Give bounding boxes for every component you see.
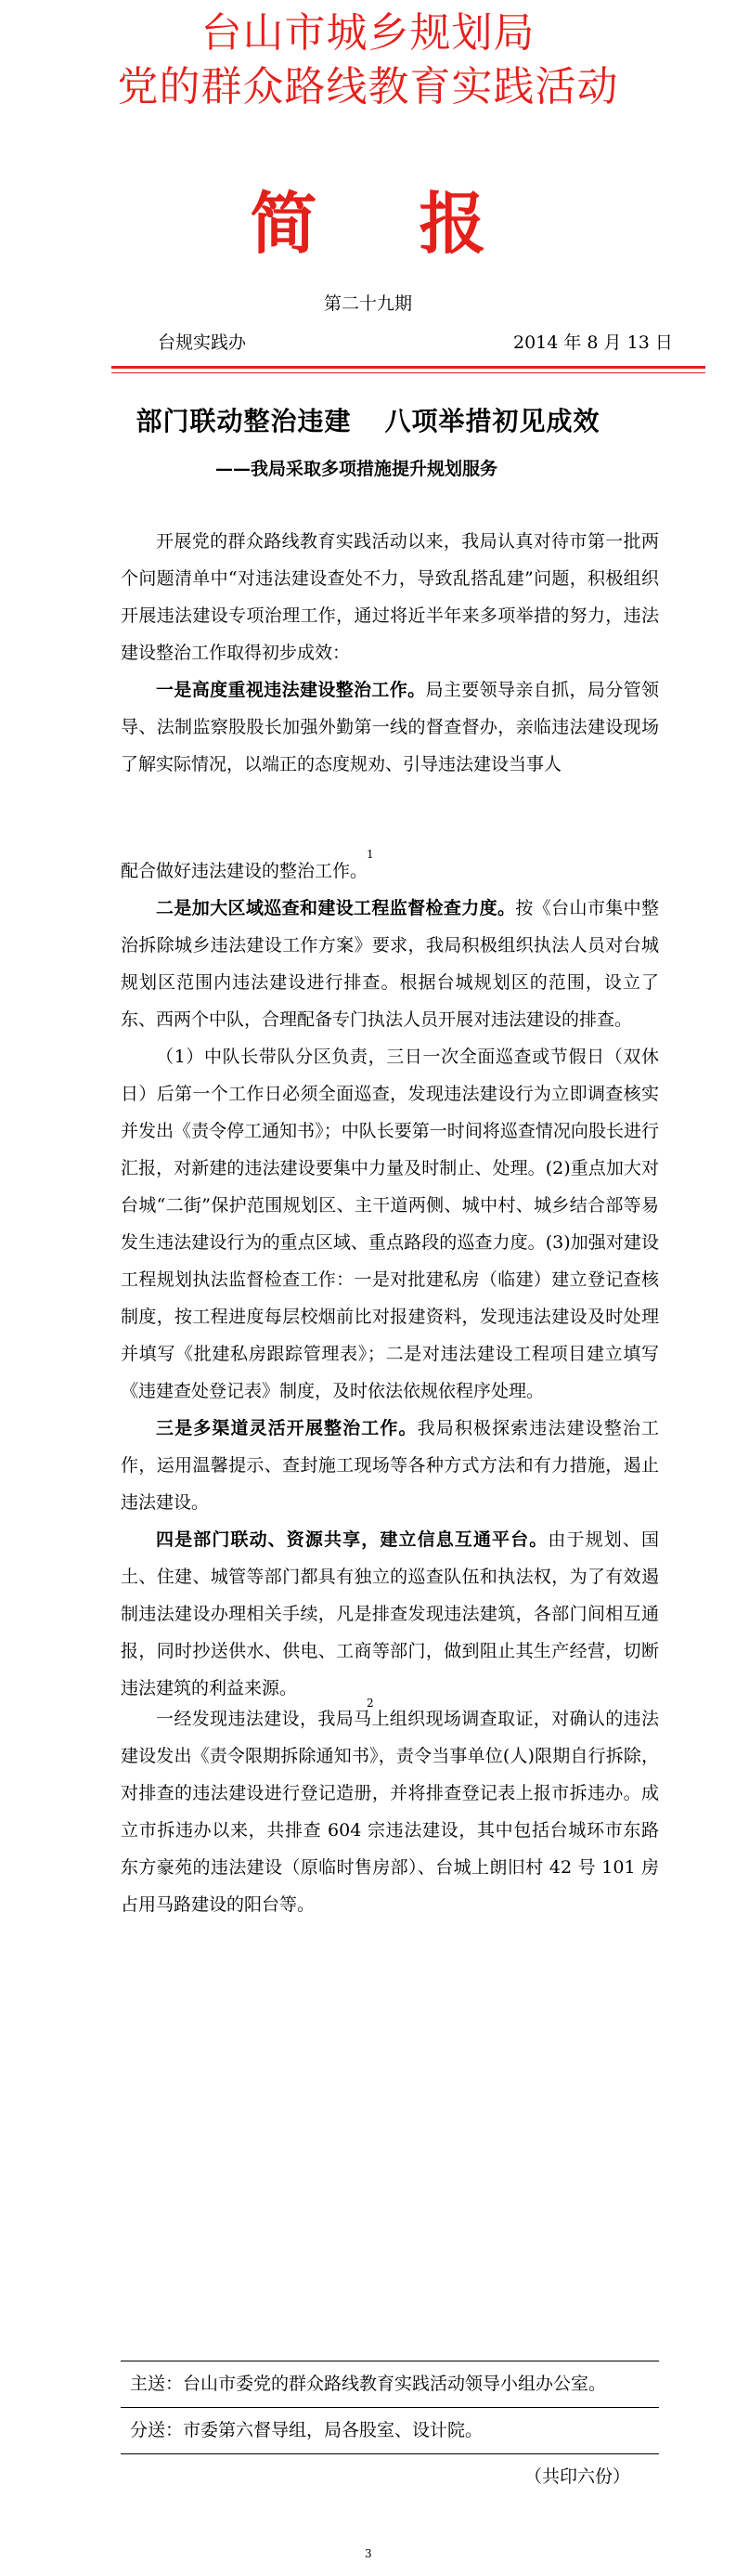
article-title bbox=[0, 401, 736, 438]
brief-title bbox=[0, 182, 736, 266]
article-title-part1: 部门联动整治违建 bbox=[136, 406, 352, 436]
paragraph-point-2 bbox=[121, 890, 659, 1038]
point-2-lead: 二是加大区域巡查和建设工程监督检查力度。 bbox=[156, 898, 516, 918]
header-divider-thin bbox=[111, 372, 705, 373]
copy-recipients: 分送：市委第六督导组，局各股室、设计院。 bbox=[130, 2420, 484, 2440]
article-subtitle: ——我局采取多项措施提升规划服务 bbox=[215, 459, 498, 479]
point-2-body: 按《台山市集中整治拆除城乡违法建设工作方案》要求，我局积极组织执法人员对台城规划区范围内违法建设进行排查。根据台城规划区的范围，设立了东、西两个中队，合理配备专门执法人员开展对违法建设的排查。 bbox=[121, 898, 659, 1030]
paragraph-point-1-continued: 配合做好违法建设的整治工作。 bbox=[121, 861, 368, 881]
page-number: 3 bbox=[365, 2547, 372, 2560]
article-body-block-3 bbox=[121, 1700, 659, 1923]
article-title-part2: 八项举措初见成效 bbox=[384, 406, 600, 436]
point-4-lead: 四是部门联动、资源共享，建立信息互通平台。 bbox=[156, 1529, 549, 1550]
paragraph-point-1 bbox=[121, 671, 659, 783]
point-3-body: 我局积极探索违法建设整治工作，运用温馨提示、查封施工现场等各种方式方法和有力措施，遏止违法建设。 bbox=[121, 1418, 659, 1513]
issuing-office: 台规实践办 bbox=[158, 332, 247, 353]
point-1-body: 局主要领导亲自抓，局分管领导、法制监察股股长加强外勤第一线的督查督办，亲临违法建设现场了解实际情况，以端正的态度规劝、引导违法建设当事人 bbox=[121, 680, 659, 774]
paragraph-point-4 bbox=[121, 1521, 659, 1707]
header-divider-thick bbox=[111, 366, 705, 369]
paragraph-point-3 bbox=[121, 1410, 659, 1521]
footer-divider-bottom bbox=[121, 2453, 659, 2454]
copies-count: （共印六份） bbox=[524, 2466, 631, 2487]
paragraph-point-2-details: （1）中队长带队分区负责，三日一次全面巡查或节假日（双休日）后第一个工作日必须全面巡查，发现违法建设行为立即调查核实并发出《责令停工通知书》；中队长要第一时间将巡查情况向股长进行汇报，对新建的违法建设要集中力量及时制止、处理。(2)重点加大对台城“二街”保护范围规划区、主干道两侧、城中村、城乡结合部等易发生违法建设行为的重点区域、重点路段的巡查力度。(3)加强对建设工程规划执法监督检查工作：一是对批建私房（临建）建立登记查核制度，按工程进度每层校烟前比对报建资料，发现违法建设及时处理并填写《批建私房跟踪管理表》；二是对违法建设工程项目建立填写《违建查处登记表》制度，及时依法依规依程序处理。 bbox=[121, 1047, 659, 1401]
brief-char-1: 简 bbox=[250, 184, 317, 263]
article-body-block-2 bbox=[121, 852, 659, 1707]
org-title-line1: 台山市城乡规划局 bbox=[200, 9, 536, 57]
issue-number: 第二十九期 bbox=[323, 293, 412, 314]
footer-divider-middle bbox=[121, 2407, 659, 2408]
page-marker-1: 1 bbox=[367, 848, 374, 861]
issue-date: 2014 年 8 月 13 日 bbox=[513, 332, 673, 353]
main-recipient: 主送：台山市委党的群众路线教育实践活动领导小组办公室。 bbox=[130, 2374, 607, 2394]
paragraph-point-4-continued: 一经发现违法建设，我局马上组织现场调查取证，对确认的违法建设发出《责令限期拆除通知书》，责令当事单位(人)限期自行拆除，对排查的违法建设进行登记造册，并将排查登记表上报市拆违办。成立市拆违办以来，共排查 604 宗违法建设，其中包括台城环市东路东方豪苑的违法建设（原临时售房部）、台城上朗旧村 42 号 101 房占用马路建设的阳台等。 bbox=[121, 1709, 659, 1915]
point-4-body: 由于规划、国土、住建、城管等部门都具有独立的巡查队伍和执法权，为了有效遏制违法建设办理相关手续，凡是排查发现违法建筑，各部门间相互通报，同时抄送供水、供电、工商等部门，做到阻止其生产经营，切断违法建筑的利益来源。 bbox=[121, 1529, 659, 1698]
point-3-lead: 三是多渠道灵活开展整治工作。 bbox=[156, 1418, 418, 1438]
point-1-lead: 一是高度重视违法建设整治工作。 bbox=[156, 680, 426, 700]
article-body-block-1 bbox=[121, 523, 659, 783]
brief-char-2: 报 bbox=[419, 184, 486, 263]
paragraph-intro: 开展党的群众路线教育实践活动以来，我局认真对待市第一批两个问题清单中“对违法建设查处不力，导致乱搭乱建”问题，积极组织开展违法建设专项治理工作，通过将近半年来多项举措的努力，违法建设整治工作取得初步成效： bbox=[121, 531, 659, 663]
org-title-line2: 党的群众路线教育实践活动 bbox=[117, 63, 619, 111]
page-marker-2: 2 bbox=[367, 1697, 374, 1710]
